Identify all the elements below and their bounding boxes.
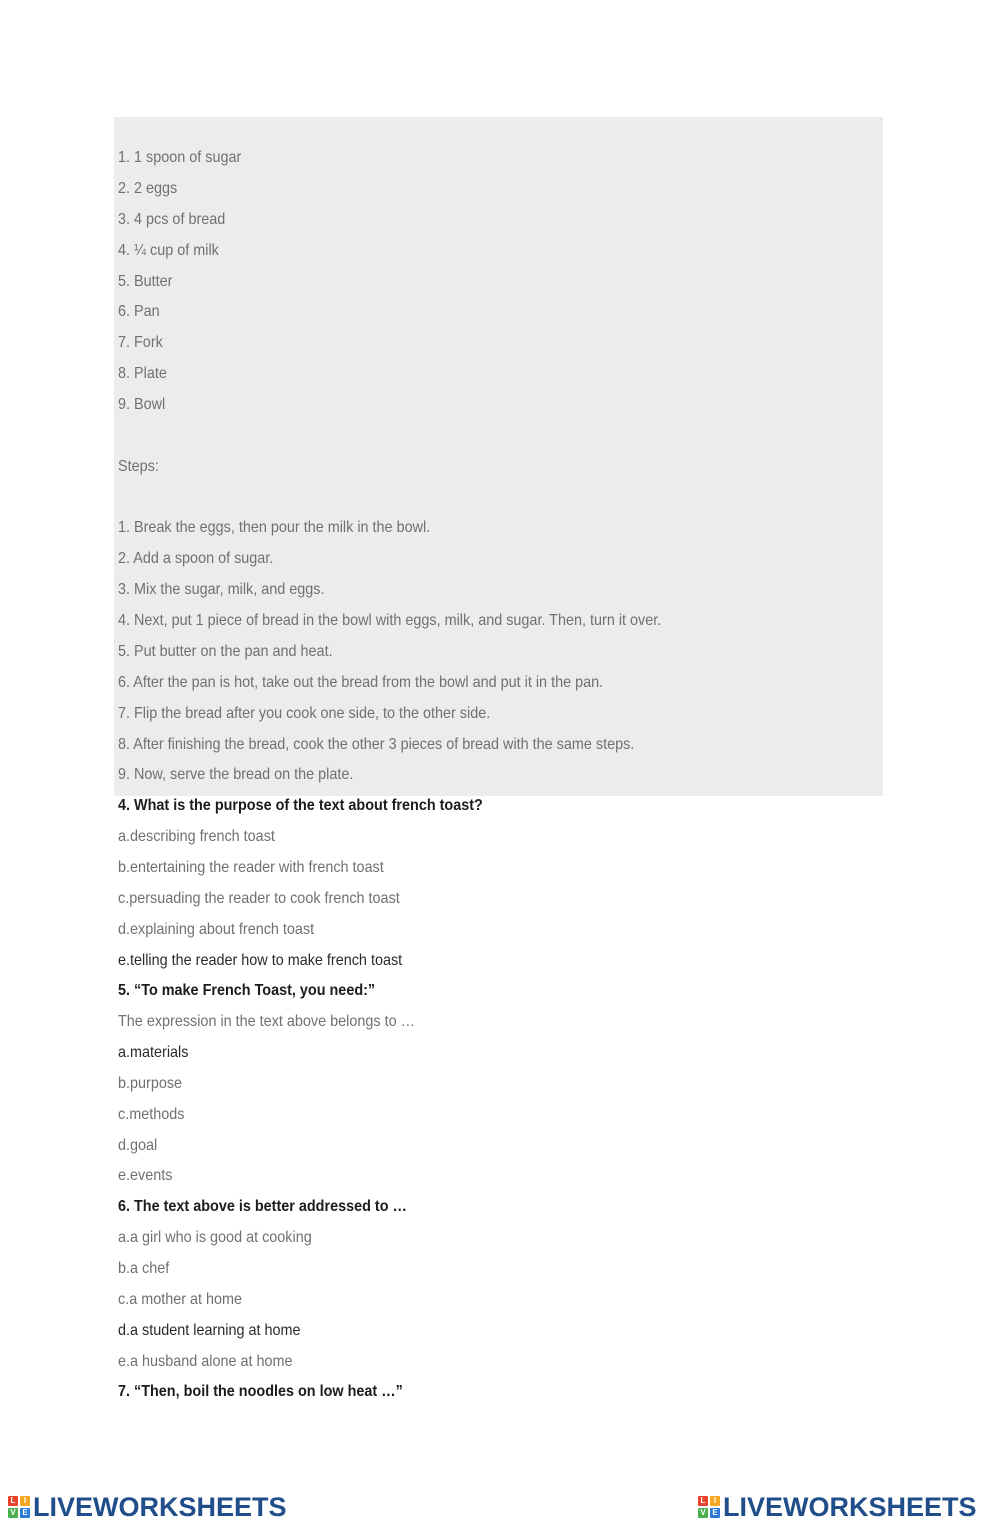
answer-option[interactable]: d.goal: [118, 1137, 158, 1154]
answer-option[interactable]: e.telling the reader how to make french toast: [118, 952, 403, 969]
step-item: 7. Flip the bread after you cook one side, to the other side.: [118, 705, 491, 722]
question-4: 4. What is the purpose of the text about french toast?: [118, 797, 483, 814]
step-item: 6. After the pan is hot, take out the bread from the bowl and put it in the pan.: [118, 674, 604, 691]
liveworksheets-logo: [8, 1492, 287, 1522]
step-item: 2. Add a spoon of sugar.: [118, 550, 274, 567]
answer-option[interactable]: c.methods: [118, 1106, 185, 1123]
answer-option[interactable]: b.a chef: [118, 1260, 170, 1277]
answer-option[interactable]: c.persuading the reader to cook french toast: [118, 890, 400, 907]
material-item: 2. 2 eggs: [118, 180, 178, 197]
material-item: 9. Bowl: [118, 396, 166, 413]
material-item: 5. Butter: [118, 273, 173, 290]
material-item: 8. Plate: [118, 365, 167, 382]
answer-option[interactable]: a.materials: [118, 1044, 189, 1061]
liveworksheets-logo-icon: L I V E: [8, 1496, 30, 1518]
material-item: 4. ¼ cup of milk: [118, 242, 219, 259]
answer-option[interactable]: d.explaining about french toast: [118, 921, 315, 938]
question-6: 6. The text above is better addressed to …: [118, 1198, 407, 1215]
answer-option[interactable]: b.entertaining the reader with french toast: [118, 859, 384, 876]
recipe-text-box: [114, 117, 883, 796]
question-5: 5. “To make French Toast, you need:”: [118, 982, 376, 999]
answer-option[interactable]: e.events: [118, 1167, 173, 1184]
liveworksheets-logo-icon: L I V E: [698, 1496, 720, 1518]
material-item: 6. Pan: [118, 303, 160, 320]
question-5-prompt: The expression in the text above belongs to …: [118, 1013, 415, 1030]
question-7: 7. “Then, boil the noodles on low heat …”: [118, 1383, 403, 1400]
answer-option[interactable]: c.a mother at home: [118, 1291, 243, 1308]
answer-option[interactable]: e.a husband alone at home: [118, 1353, 293, 1370]
step-item: 4. Next, put 1 piece of bread in the bowl with eggs, milk, and sugar. Then, turn it over.: [118, 612, 662, 629]
step-item: 8. After finishing the bread, cook the other 3 pieces of bread with the same steps.: [118, 736, 635, 753]
material-item: 7. Fork: [118, 334, 163, 351]
liveworksheets-logo-text: LIVEWORKSHEETS: [33, 1492, 287, 1522]
step-item: 9. Now, serve the bread on the plate.: [118, 766, 354, 783]
steps-heading: Steps:: [118, 458, 159, 475]
material-item: 1. 1 spoon of sugar: [118, 149, 242, 166]
step-item: 5. Put butter on the pan and heat.: [118, 643, 333, 660]
liveworksheets-logo-text: LIVEWORKSHEETS: [723, 1492, 977, 1522]
answer-option[interactable]: d.a student learning at home: [118, 1322, 301, 1339]
answer-option[interactable]: a.a girl who is good at cooking: [118, 1229, 312, 1246]
step-item: 3. Mix the sugar, milk, and eggs.: [118, 581, 325, 598]
liveworksheets-logo: [698, 1492, 977, 1522]
material-item: 3. 4 pcs of bread: [118, 211, 226, 228]
answer-option[interactable]: b.purpose: [118, 1075, 183, 1092]
answer-option[interactable]: a.describing french toast: [118, 828, 275, 845]
step-item: 1. Break the eggs, then pour the milk in the bowl.: [118, 519, 431, 536]
